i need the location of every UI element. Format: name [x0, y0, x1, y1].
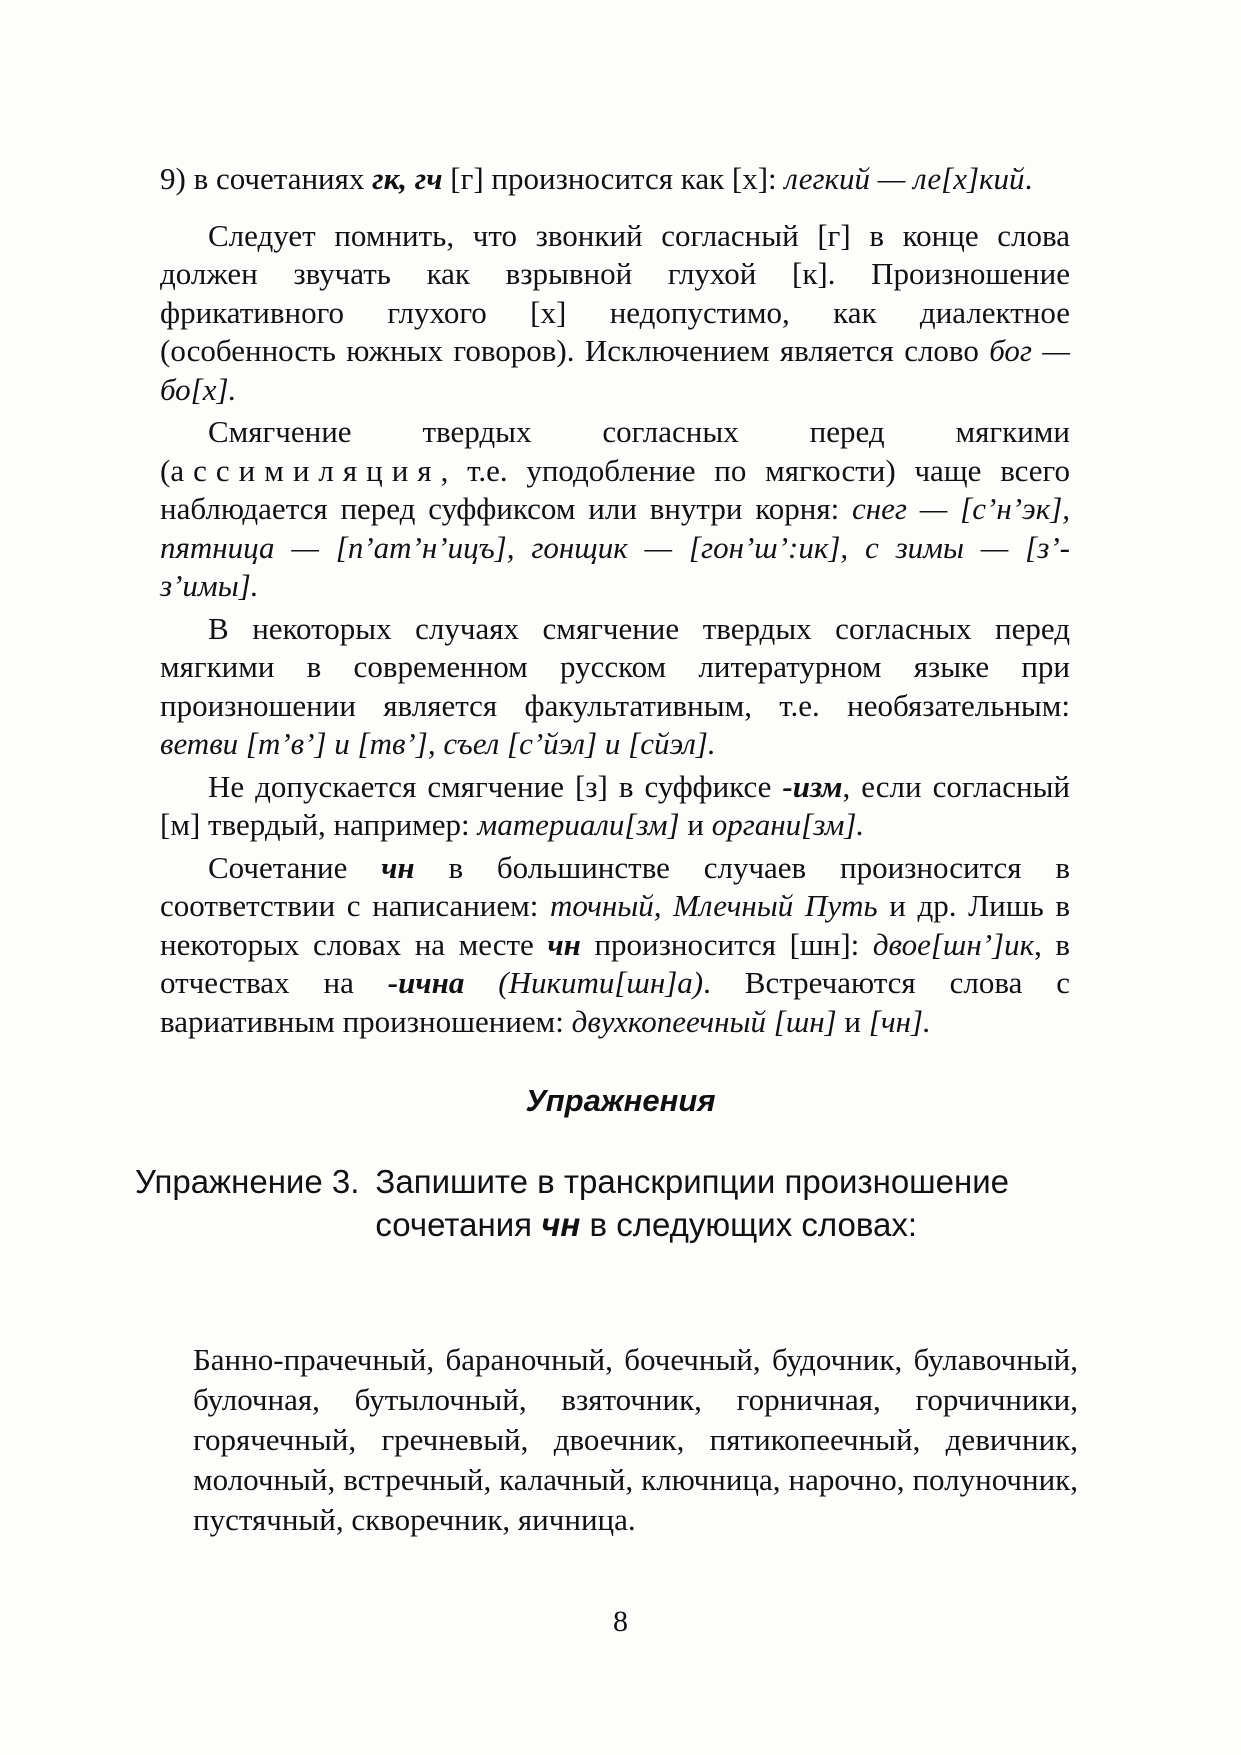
paragraph-optional-softening: [160, 610, 1070, 764]
example-word: материали[зм]: [477, 807, 680, 842]
paragraph-text: и: [687, 807, 704, 842]
task-text: Запишите в транскрипции произношение сочетания: [375, 1163, 1010, 1243]
paragraph-text: Следует помнить, что звонкий согласный [г] в конце слова должен звучать как взрывной глухой [к]. Произношение фрикативного глухого [х] недопустимо, как диалектное (особенность южных говоров). Исключением является слово: [160, 217, 1070, 368]
spaced-term: ассимиляция: [170, 452, 441, 488]
paragraph-text: В некоторых случаях смягчение твердых согласных перед мягкими в современном русском литературном языке при произношении является факультативным, т.е. необязательным:: [160, 610, 1070, 723]
paragraph-chn: [160, 849, 1070, 1042]
rule-item-9: [160, 160, 1070, 199]
item-text: .: [1024, 161, 1033, 196]
paragraph-text: , в отчествах на: [160, 926, 1071, 1000]
paragraph-text: Не допускается смягчение [з] в суффиксе: [208, 768, 772, 804]
example-word: двое[шн’]ик: [872, 926, 1035, 962]
paragraph-g-final: [160, 217, 1070, 410]
letter-combination: гк, гч: [372, 161, 443, 196]
example-words: ветви [т’в’] и [тв’], съел [с’йэл] и [сйэл].: [160, 726, 716, 761]
exercise-heading: [135, 1160, 1095, 1246]
letter-combination: чн: [381, 849, 415, 885]
task-text: в следующих словах:: [589, 1206, 918, 1243]
letter-combination: чн: [541, 1206, 581, 1243]
item-text: [г] произносится как [х]:: [450, 161, 777, 196]
paragraph-izm: [160, 768, 1070, 845]
paragraph-text: , если согласный [м] твердый, например:: [160, 768, 1071, 842]
paragraph-text: и: [844, 1003, 862, 1039]
exercise-task: [375, 1160, 1095, 1246]
paragraph-text: . Встречаются слова с вариативным произношением:: [160, 965, 1071, 1039]
suffix: -изм: [782, 768, 843, 804]
example-word: двухкопеечный [шн]: [571, 1003, 837, 1039]
example-word: бог — бо[х].: [160, 333, 1070, 407]
paragraph-text: , т.е. уподобление по мягкости) чаще всего наблюдается перед суффиксом или внутри корня:: [160, 452, 1070, 526]
example-words: точный, Млечный Путь: [550, 888, 878, 923]
item-number: 9): [160, 161, 186, 196]
suffix: -ична: [387, 965, 465, 1000]
paragraph-text: Смягчение твердых согласных перед мягкими (: [160, 414, 1070, 488]
example-word: [чн].: [868, 1003, 931, 1039]
item-text: в сочетаниях: [193, 161, 365, 196]
exercise-word-list: Банно-прачечный, бараночный, бочечный, будочник, булавочный, булочная, бутылочный, взяточник, горничная, горчичники, горячечный, гречневый, двоечник, пятикопеечный, девичник, молочный, встречный, калачный, ключница, нарочно, полуночник, пустячный, скворечник, яичница.: [193, 1342, 1078, 1537]
example-word: органи[зм].: [711, 807, 865, 842]
paragraph-text: Сочетание: [208, 849, 348, 885]
main-text: [160, 160, 1070, 1045]
paragraph-text: произносится [шн]:: [594, 926, 860, 962]
paragraph-text: и др. Лишь в некоторых словах на месте: [160, 888, 1071, 962]
exercise-label: Упражнение 3.: [135, 1163, 360, 1200]
letter-combination: чн: [547, 926, 581, 962]
paragraph-assimilation: [160, 413, 1070, 606]
exercise-3: [135, 1160, 1095, 1246]
example-word: (Никити[шн]а): [498, 965, 704, 1000]
section-title: Упражнения: [525, 1083, 716, 1118]
example-word: легкий — ле[х]кий: [784, 161, 1025, 196]
paragraph-text: в большинстве случаев произносится в соответствии с написанием:: [160, 849, 1070, 923]
example-words: снег — [с’н’эк], пятница — [п’ат’н’ицъ], гонщик — [гон’ш’:ик], с зимы — [з’-з’имы].: [160, 491, 1071, 603]
page-number: 8: [613, 1605, 628, 1638]
